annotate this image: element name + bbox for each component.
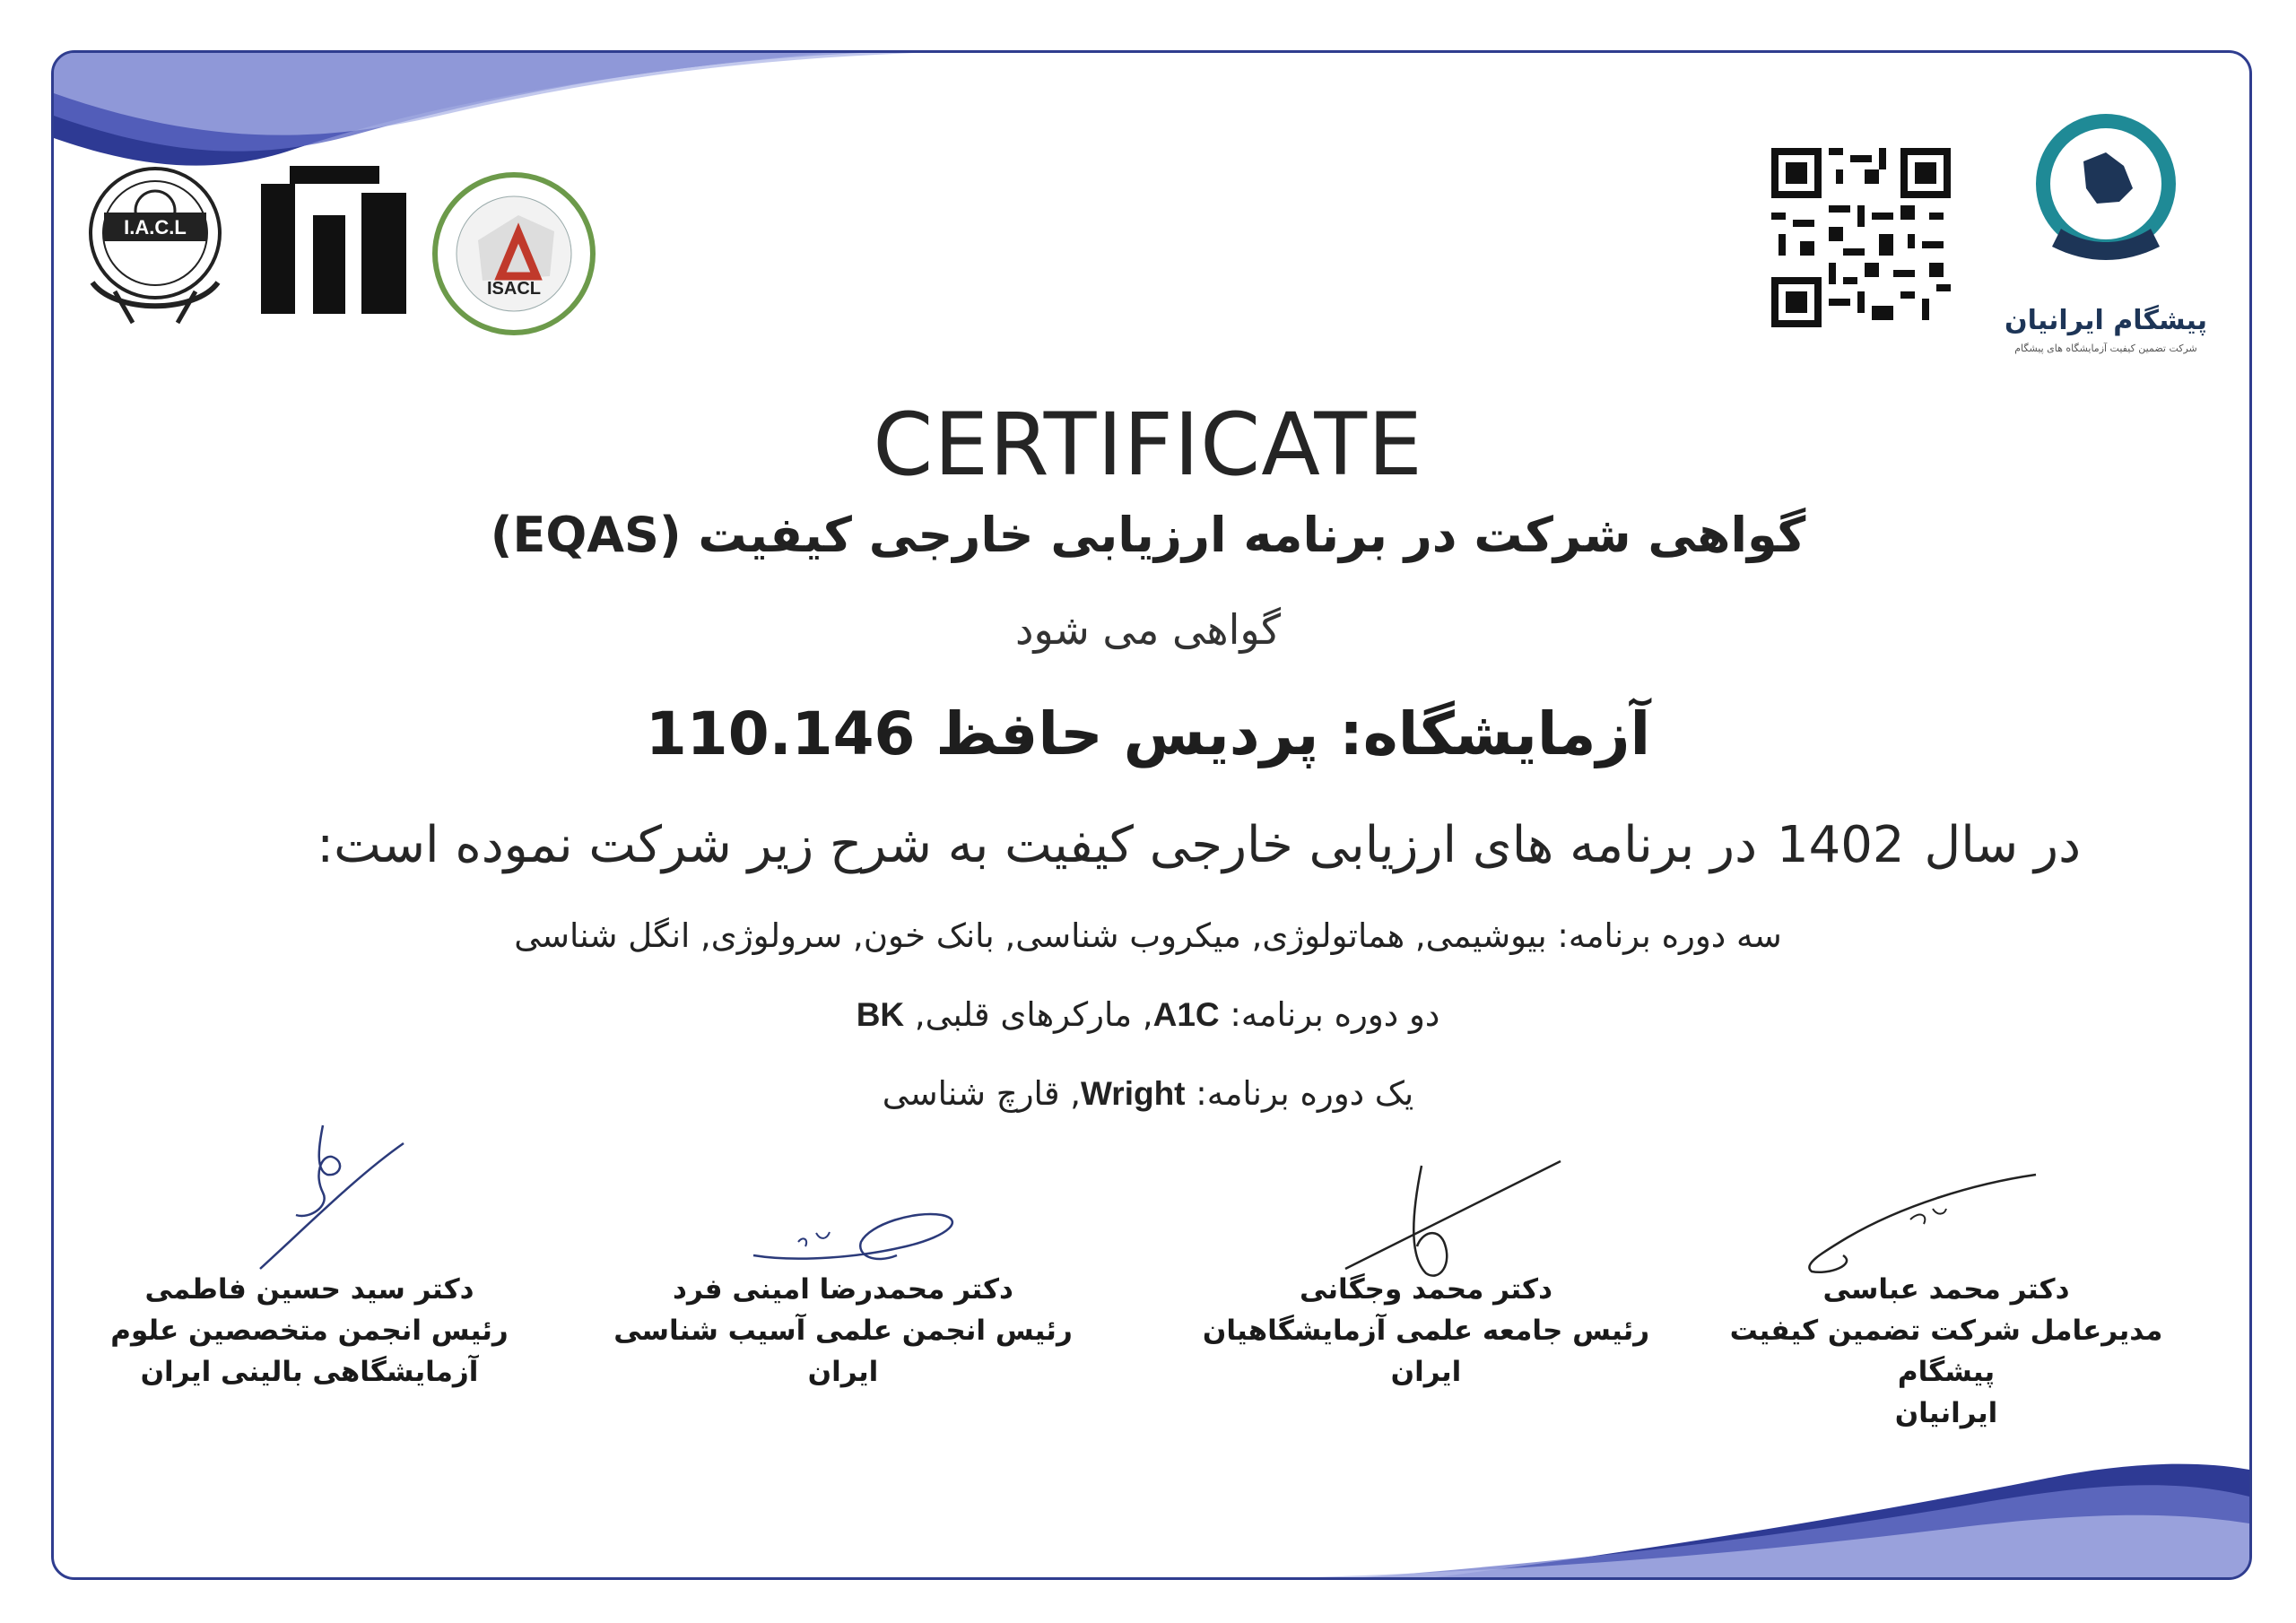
signatory-title: رئیس انجمن متخصصین علوم	[110, 1315, 509, 1347]
program-items: , قارچ شناسی	[882, 1074, 1082, 1113]
program-one-round	[0, 1074, 2296, 1113]
program-bk: BK	[856, 996, 905, 1033]
program-two-rounds	[0, 995, 2296, 1034]
program-label: یک دوره برنامه:	[1196, 1074, 1414, 1113]
iacl-emblem	[79, 157, 231, 327]
signatory-vojgani	[1193, 1269, 1659, 1393]
program-items: بیوشیمی, هماتولوژی, میکروب شناسی, بانک خون, سرولوژی, انگل شناسی	[514, 916, 1547, 955]
program-a1c: A1C	[1152, 996, 1220, 1033]
signature-fatemi	[233, 1121, 413, 1273]
signatory-name: دکتر محمد عباسی	[1822, 1273, 2070, 1306]
signatory-fatemi	[76, 1269, 543, 1393]
signatory-title: رئیس جامعه علمی آزمایشگاهیان ایران	[1202, 1315, 1650, 1388]
year-suffix: در برنامه های ارزیابی خارجی کیفیت به شرح زیر شرکت نموده است:	[317, 816, 1758, 874]
certificate-title: CERTIFICATE	[873, 395, 1423, 495]
program-three-rounds	[0, 916, 2296, 955]
year-prefix: در سال	[1924, 816, 2081, 874]
bottom-wave-decoration	[1309, 1452, 2249, 1577]
program-label: سه دوره برنامه:	[1557, 916, 1782, 955]
iacl-text: I.A.C.L	[124, 216, 187, 239]
signatory-title-cont: ایران	[807, 1356, 879, 1388]
program-items: , مارکرهای قلبی,	[904, 995, 1153, 1034]
signatory-name: دکتر محمد وجگانی	[1300, 1273, 1552, 1306]
signatory-aminifard	[610, 1269, 1076, 1393]
signatory-title-cont: ایرانیان	[1894, 1397, 1998, 1429]
signatory-name: دکتر سید حسین فاطمی	[144, 1273, 474, 1306]
participation-statement	[305, 816, 2081, 874]
isacl-text: ISACL	[487, 279, 541, 299]
pishgam-tagline: شرکت تضمین کیفیت آزمایشگاه های پیشگام	[2014, 343, 2197, 354]
signatory-abbasi	[1713, 1269, 2179, 1434]
ana-logo	[254, 166, 415, 318]
signatory-title: مدیرعامل شرکت تضمین کیفیت پیشگام	[1729, 1315, 2163, 1388]
laboratory-name: آزمایشگاه: پردیس حافظ 110.146	[645, 699, 1651, 768]
signature-abbasi	[1794, 1166, 2045, 1282]
pishgam-name: پیشگام ایرانیان	[2004, 305, 2208, 336]
isacl-logo	[429, 169, 599, 339]
qr-code[interactable]	[1771, 148, 1951, 327]
signatory-name: دکتر محمدرضا امینی فرد	[673, 1273, 1013, 1306]
certifies-text: گواهی می شود	[1014, 605, 1282, 654]
certificate-subtitle: گواهی شرکت در برنامه ارزیابی خارجی کیفیت (EQAS)	[490, 507, 1806, 563]
signatory-title-cont: آزمایشگاهی بالینی ایران	[140, 1356, 479, 1388]
program-label: دو دوره برنامه:	[1230, 995, 1440, 1034]
year-value: 1402	[1777, 816, 1905, 874]
pishgam-iranian-logo	[1998, 112, 2213, 291]
signatory-title: رئیس انجمن علمی آسیب شناسی	[613, 1315, 1073, 1347]
program-wright: Wright	[1081, 1075, 1186, 1112]
